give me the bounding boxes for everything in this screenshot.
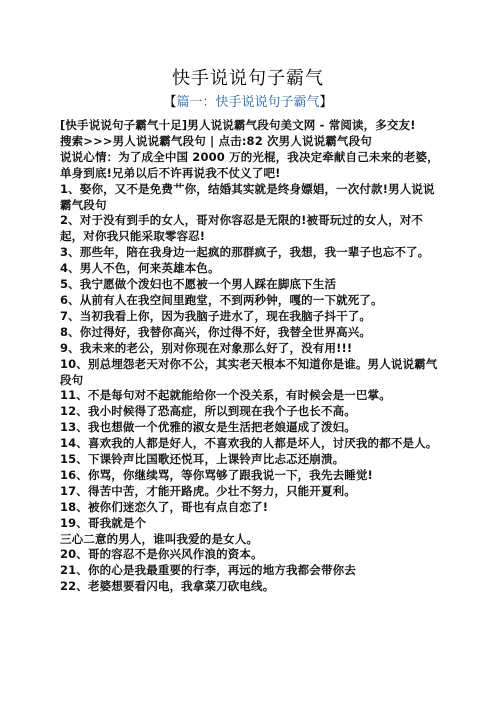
paragraph: 20、哥的容忍不是你兴风作浪的资本。 <box>60 547 263 562</box>
paragraph: 搜索>>>男人说说霸气段句 | 点击:82 次男人说说霸气段句 <box>60 133 372 148</box>
paragraph: 5、我宁愿做个泼妇也不愿被一个男人踩在脚底下生活 <box>60 277 337 292</box>
document-title: 快手说说句子霸气 <box>172 68 324 89</box>
paragraph: 4、男人不色，何来英雄本色。 <box>60 261 220 276</box>
paragraph: 16、你骂，你继续骂，等你骂够了跟我说一下，我先去睡觉! <box>60 467 373 482</box>
paragraph: 3、那些年，陪在我身边一起疯的那群疯子，我想，我一辈子也忘不了。 <box>60 245 430 260</box>
paragraph: 22、老婆想要看闪电，我拿菜刀砍电线。 <box>60 579 275 594</box>
paragraph: 18、被你们迷恋久了，哥也有点自恋了! <box>60 499 269 514</box>
paragraph: 8、你过得好，我替你高兴，你过得不好，我替全世界高兴。 <box>60 324 372 339</box>
paragraph: 15、下课铃声比国歌还悦耳，上课铃声比忐忑还崩溃。 <box>60 452 345 467</box>
paragraph: 11、不是每句对不起就能给你一个没关系，有时候会是一巴掌。 <box>60 388 391 403</box>
document-body <box>60 118 444 595</box>
subtitle-text: 篇一：快手说说句子霸气 <box>176 95 320 110</box>
subtitle-open-bracket: 【 <box>163 95 177 110</box>
paragraph: [快手说说句子霸气十足]男人说说霸气段句美文网 - 常阅读，多交友! <box>60 118 416 132</box>
paragraph: 21、你的心是我最重要的行李，再远的地方我都会带你去 <box>60 563 356 578</box>
paragraph: 10、别总埋怨老天对你不公，其实老天根本不知道你是谁。男人说说霸气段句 <box>60 356 438 387</box>
document-subtitle <box>0 91 496 110</box>
paragraph: 17、得苦中苦，才能开路虎。少壮不努力，只能开夏利。 <box>60 483 356 498</box>
paragraph: 2、对于没有到手的女人，哥对你容忍是无限的!被哥玩过的女人，对不起，对你我只能采取零容忍! <box>60 213 424 244</box>
paragraph: 13、我也想做一个优雅的淑女是生活把老娘逼成了泼妇。 <box>60 420 356 435</box>
paragraph: 三心二意的男人，谁叫我爱的是女人。 <box>60 531 259 546</box>
paragraph: 9、我未来的老公，别对你现在对象那么好了，没有用!!! <box>60 340 353 355</box>
paragraph: 19、哥我就是个 <box>60 515 147 530</box>
subtitle-close-bracket: 】 <box>319 95 333 110</box>
paragraph: 6、从前有人在我空间里跑堂，不到两秒钟，嘎的一下就死了。 <box>60 292 383 307</box>
paragraph: 14、喜欢我的人都是好人，不喜欢我的人都是坏人，讨厌我的都不是人。 <box>60 436 438 451</box>
paragraph: 1、娶你，又不是免费艹你，结婚其实就是终身嫖娼，一次付款!男人说说霸气段句 <box>60 181 435 212</box>
paragraph: 12、我小时候得了恐高症，所以到现在我个子也长不高。 <box>60 404 356 419</box>
paragraph: 7、当初我看上你，因为我脑子进水了，现在我脑子抖干了。 <box>60 308 372 323</box>
paragraph: 说说心情：为了成全中国 2000 万的光棍，我决定牵献自己未来的老婆，单身到底!兄弟以后不许再说我不仗义了吧! <box>60 149 439 180</box>
